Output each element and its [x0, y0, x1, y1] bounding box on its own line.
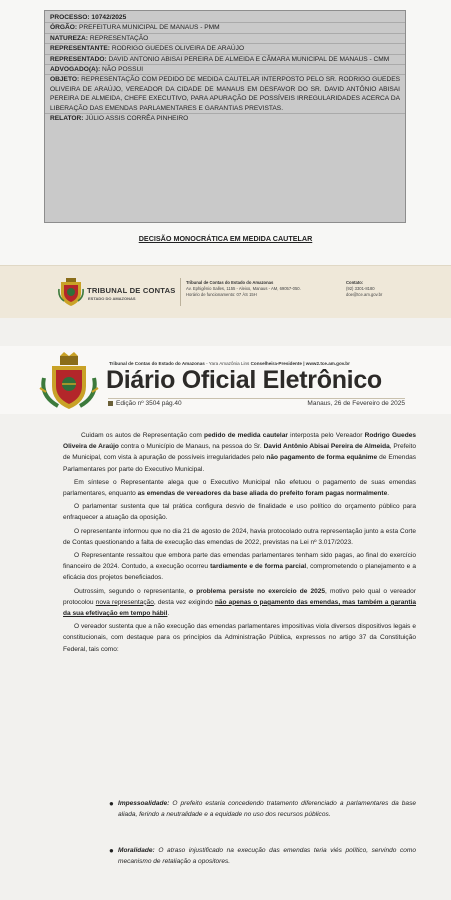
diario-title: Diário Oficial Eletrônico — [106, 366, 382, 394]
processo-row — [45, 11, 405, 22]
footer-address-block — [186, 280, 301, 299]
natureza-label: NATUREZA: — [50, 34, 88, 42]
text-run: de Emendas Parlamentares por parte do Executivo Municipal. — [63, 454, 416, 473]
objeto-value: REPRESENTAÇÃO COM PEDIDO DE MEDIDA CAUTELAR INTERPOSTO PELO SR. RODRIGO GUEDES OLIVEIRA DE ARAÚJO, VEREADOR DA CIDADE DE MANAUS EM DESFAVOR DO SR. DAVID ANTÔNIO ABISAI PEREIRA DE ALMEIDA, CHEFE EXECUTIVO, PARA APURAÇÃO DE POSSÍVEIS IRREGULARIDADES ACERCA DA LIBERAÇÃO DAS EMENDAS PARLAMENTARES E GARANTIAS PREVISTAS. — [50, 76, 400, 112]
edition-text: Edição nº 3504 pág.40 — [116, 400, 182, 407]
text-run: Outrossim, segundo o representante, — [74, 587, 190, 595]
representado-label: REPRESENTADO: — [50, 55, 107, 63]
document-body — [63, 430, 416, 657]
bullet-impessoalidade — [109, 798, 416, 820]
bold-run: tardiamente e de forma parcial — [210, 563, 307, 571]
bold-run: as emendas de vereadores da base aliada do prefeito foram pagas normalmente — [137, 490, 388, 498]
tce-emblem-icon — [58, 277, 84, 307]
paragraph-4: O representante informou que no dia 21 de agosto de 2024, havia protocolado outra representação junto a esta Corte de Contas questionando a falta de execução das emendas de 2022, previstas na Lei nº 3.017/2023. — [63, 527, 416, 546]
bullet-label: Moralidade: — [118, 847, 155, 854]
process-info-box — [44, 10, 406, 223]
text-run: , Prefeito de Municipal, com vista à apuração de possíveis irregularidades pelo — [63, 443, 416, 462]
process-section — [0, 0, 451, 265]
representado-row — [45, 54, 405, 64]
footer-address: Av. Ephigênio Salles, 1155 - Aleixo, Manaus - AM, 69057-050. — [186, 286, 301, 292]
text-run: , desta vez exigindo — [153, 598, 215, 606]
bold-run: Rodrigo Guedes Oliveira de Araújo — [63, 432, 416, 451]
bullet-text: O atraso injustificado na execução das emendas teria viés político, servindo como mecanismo de retaliação a opositores. — [118, 847, 416, 866]
representante-label: REPRESENTANTE: — [50, 45, 110, 53]
text-run: O Representante ressaltou que embora parte das emendas parlamentares tenham sido pagas, ao final do exercício financeiro de 2024. Contudo, a execução ocorreu — [63, 552, 416, 571]
square-bullet-icon — [108, 401, 113, 406]
header-president-role: Conselheira-Presidente — [250, 361, 302, 366]
footer-phone: (92) 3301-8180 — [346, 286, 375, 292]
bullet-icon: ● — [109, 799, 114, 808]
paragraph-3: O parlamentar sustenta que tal prática configura desvio de finalidade e uso político do orçamento público para enfraquecer a atuação da oposição. — [63, 503, 416, 522]
edition-date: Manaus, 26 de Fevereiro de 2025 — [307, 400, 405, 407]
footer-contact-block — [346, 280, 382, 299]
footer-contact-title: Contato: — [346, 280, 364, 285]
header-president: - Yara Amazônia Lins — [204, 361, 251, 366]
objeto-row — [45, 74, 405, 113]
header-rule — [108, 398, 405, 399]
tce-logo-sub: ESTADO DO AMAZONAS — [88, 296, 136, 301]
bold-run: o problema persiste no exercício de 2025 — [189, 587, 326, 595]
footer-info-title: Tribunal de Contas do Estado do Amazonas — [186, 280, 274, 285]
paragraph-6 — [63, 586, 416, 620]
tce-crest-icon — [38, 352, 100, 412]
paragraph-1 — [63, 430, 416, 475]
tce-logo-name: TRIBUNAL DE CONTAS — [87, 286, 176, 295]
footer-email[interactable]: doe@tce.am.gov.br — [346, 292, 383, 298]
page-gap — [0, 318, 451, 346]
text-run: Cuidam os autos de Representação com — [81, 432, 205, 439]
relator-value: JÚLIO ASSIS CORRÊA PINHEIRO — [85, 115, 189, 123]
text-run: . — [387, 490, 390, 498]
processo-value: 10742/2025 — [91, 14, 127, 21]
underlined-run: nova representação — [95, 598, 154, 606]
orgao-label: ÓRGÃO: — [50, 24, 78, 32]
edition-info — [108, 400, 182, 407]
text-run: , comprometendo o planejamento e a eficácia dos projetos beneficiados. — [63, 563, 416, 582]
objeto-label: OBJETO: — [50, 76, 80, 84]
bold-underlined-run: não apenas o pagamento das emendas, mas também a garantia da sua efetivação em tempo hábil — [63, 598, 416, 618]
processo-label: PROCESSO: — [50, 14, 90, 21]
paragraph-7: O vereador sustenta que a não execução das emendas parlamentares impositivas viola diversos dispositivos legais e constitucionais, com destaque para os princípios da Administração Pública, expressos no artigo 37 da Constituição Federal, tais como: — [63, 623, 416, 653]
text-run: , motivo pelo qual o vereador protocolou — [63, 587, 416, 606]
representado-value: DAVID ANTONIO ABISAI PEREIRA DE ALMEIDA E CÂMARA MUNICIPAL DE MANAUS - CMM — [108, 55, 390, 63]
page-footer-band — [0, 265, 451, 319]
paragraph-2 — [63, 477, 416, 499]
bullet-icon: ● — [109, 846, 114, 855]
relator-label: RELATOR: — [50, 115, 84, 123]
text-run: interposta pelo Vereador — [287, 432, 365, 439]
footer-hours: Horário de funcionamento: 07 ÀS 15H — [186, 292, 257, 298]
footer-divider — [180, 278, 181, 306]
diario-header — [0, 346, 451, 414]
natureza-value: REPRESENTAÇÃO — [89, 34, 149, 42]
relator-row — [45, 113, 405, 123]
header-institution: Tribunal de Contas do Estado do Amazonas — [109, 361, 205, 366]
bullet-text: O prefeito estaria concedendo tratamento diferenciado a parlamentares da base aliada, ferindo a neutralidade e a equidade no uso dos recursos públicos. — [118, 800, 416, 819]
orgao-row — [45, 22, 405, 32]
bullet-moralidade — [109, 845, 416, 867]
natureza-row — [45, 33, 405, 43]
text-run: . — [167, 610, 170, 618]
bold-run: pedido de medida cautelar — [204, 432, 288, 439]
orgao-value: PREFEITURA MUNICIPAL DE MANAUS - PMM — [78, 24, 220, 32]
representante-row — [45, 43, 405, 53]
bold-run: não pagamento de forma equânime — [266, 454, 378, 462]
decision-title: DECISÃO MONOCRÁTICA EM MEDIDA CAUTELAR — [138, 234, 313, 243]
advogado-row — [45, 64, 405, 74]
representante-value: RODRIGO GUEDES OLIVEIRA DE ARAÚJO — [111, 45, 245, 53]
advogado-label: ADVOGADO(A): — [50, 66, 101, 74]
bullet-label: Impessoalidade: — [118, 800, 170, 807]
bold-run: David Antônio Abisai Pereira de Almeida — [263, 443, 390, 451]
advogado-value: NÃO POSSUI — [102, 66, 144, 74]
header-website: | www2.tce.am.gov.br — [301, 361, 350, 366]
paragraph-5 — [63, 550, 416, 584]
text-run: Em síntese o Representante alega que o Executivo Municipal não efetuou o pagamento de suas emendas parlamentares, enquanto — [63, 478, 416, 498]
text-run: contra o Município de Manaus, na pessoa do Sr. — [118, 443, 264, 451]
